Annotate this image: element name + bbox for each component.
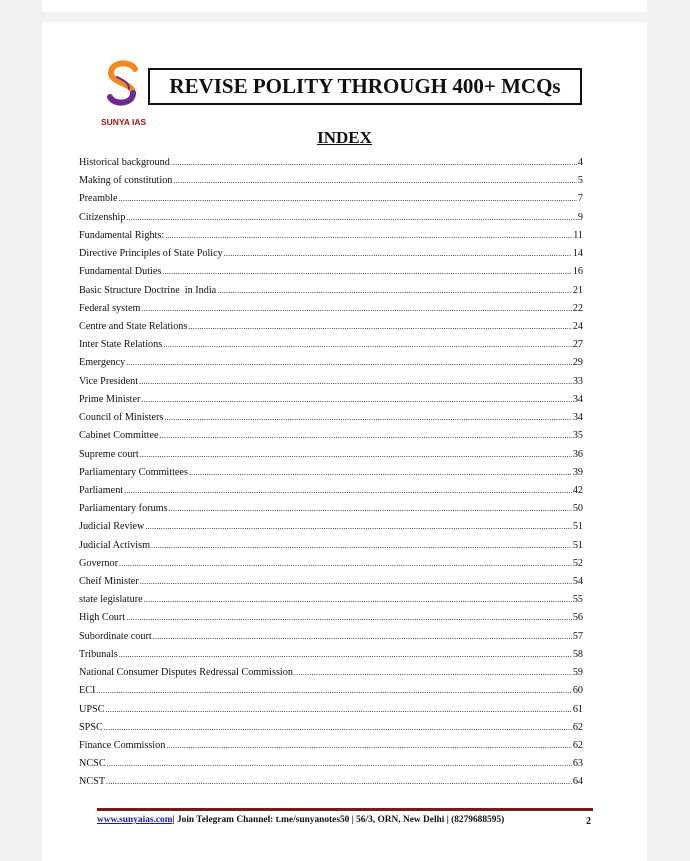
toc-entry-title: Supreme court [79, 448, 139, 460]
toc-leader-dots [104, 723, 572, 732]
toc-entry-page: 63 [572, 758, 583, 770]
toc-entry-title: Cheif Minister [79, 576, 139, 588]
toc-entry-title: Tribunals [79, 648, 118, 660]
toc-entry-page: 27 [572, 339, 583, 351]
toc-entry[interactable] [79, 430, 583, 448]
toc-entry-page: 58 [572, 648, 583, 660]
toc-entry[interactable] [79, 758, 583, 776]
toc-entry[interactable] [79, 558, 583, 576]
toc-entry-page: 35 [572, 430, 583, 442]
toc-entry[interactable] [79, 212, 583, 230]
toc-entry-page: 29 [572, 357, 583, 369]
toc-entry-title: Federal system [79, 302, 141, 314]
toc-entry-title: Centre and State Relations [79, 320, 188, 332]
toc-entry-title: Inter State Relations [79, 339, 163, 351]
toc-leader-dots [106, 777, 572, 786]
toc-entry[interactable] [79, 303, 583, 321]
toc-leader-dots [160, 431, 572, 440]
toc-entry-page: 62 [572, 721, 583, 733]
toc-entry-title: Judicial Review [79, 521, 145, 533]
sunya-ias-logo [101, 57, 149, 133]
table-of-contents [79, 157, 583, 795]
toc-leader-dots [153, 632, 572, 641]
toc-entry-title: NCST [79, 776, 106, 788]
toc-leader-dots [126, 358, 572, 367]
toc-entry-page: 59 [572, 667, 583, 679]
toc-entry[interactable] [79, 248, 583, 266]
toc-leader-dots [151, 541, 572, 550]
toc-entry-title: Vice President [79, 375, 139, 387]
toc-entry[interactable] [79, 394, 583, 412]
toc-leader-dots [119, 650, 572, 659]
toc-entry-page: 4 [577, 157, 583, 168]
toc-leader-dots [105, 705, 571, 714]
toc-leader-dots [141, 395, 571, 404]
logo-s-icon [101, 57, 149, 117]
toc-entry-page: 52 [572, 557, 583, 569]
toc-entry[interactable] [79, 667, 583, 685]
toc-entry-title: Historical background [79, 157, 170, 168]
toc-entry-title: Directive Principles of State Policy [79, 248, 223, 260]
toc-entry-page: 51 [572, 539, 583, 551]
toc-leader-dots [140, 577, 572, 586]
toc-leader-dots [294, 668, 572, 677]
toc-entry[interactable] [79, 266, 583, 284]
toc-entry[interactable] [79, 285, 583, 303]
toc-entry-title: Council of Ministers [79, 412, 164, 424]
toc-entry-page: 9 [577, 211, 583, 223]
toc-entry-page: 33 [572, 375, 583, 387]
previous-page-edge [42, 0, 647, 12]
toc-entry-page: 36 [572, 448, 583, 460]
toc-entry[interactable] [79, 357, 583, 375]
toc-leader-dots [164, 413, 571, 422]
toc-leader-dots [188, 322, 571, 331]
toc-entry-page: 55 [572, 594, 583, 606]
toc-leader-dots [141, 304, 571, 313]
toc-entry[interactable] [79, 540, 583, 558]
toc-entry[interactable] [79, 521, 583, 539]
toc-entry-title: Subordinate court [79, 630, 152, 642]
toc-leader-dots [96, 686, 571, 695]
toc-entry-page: 16 [572, 266, 583, 278]
toc-entry-title: Fundamental Duties [79, 266, 162, 278]
toc-entry-title: Cabinet Committee [79, 430, 159, 442]
toc-entry-title: Parliamentary forums [79, 503, 168, 515]
toc-entry-title: Prime Minister [79, 393, 141, 405]
toc-leader-dots [171, 158, 577, 167]
toc-entry-title: NCSC [79, 758, 106, 770]
toc-leader-dots [162, 267, 571, 276]
toc-entry-page: 7 [577, 193, 583, 205]
toc-entry-title: Basic Structure Doctrine in India [79, 284, 217, 296]
toc-entry-page: 56 [572, 612, 583, 624]
toc-leader-dots [126, 213, 577, 222]
toc-leader-dots [163, 340, 572, 349]
toc-entry-page: 22 [572, 302, 583, 314]
toc-leader-dots [173, 176, 577, 185]
toc-entry-page: 34 [572, 393, 583, 405]
toc-entry-title: state legislature [79, 594, 143, 606]
toc-entry[interactable] [79, 321, 583, 339]
toc-entry-page: 62 [572, 740, 583, 751]
toc-entry[interactable] [79, 576, 583, 594]
toc-entry[interactable] [79, 722, 583, 740]
toc-entry-page: 42 [572, 484, 583, 496]
toc-entry-page: 21 [572, 284, 583, 296]
toc-entry-title: Fundamental Rights: [79, 229, 165, 241]
toc-entry-title: SPSC [79, 721, 103, 733]
toc-entry[interactable] [79, 704, 583, 722]
toc-entry-page: 14 [572, 248, 583, 260]
footer-contact-info: | Join Telegram Channel: t.me/sunyanotes50 | 56/3, ORN, New Delhi | (8279688595) [172, 815, 505, 825]
toc-leader-dots [165, 231, 572, 240]
website-link[interactable]: www.sunyaias.com [97, 815, 173, 825]
toc-entry-page: 50 [572, 503, 583, 515]
toc-entry-page: 34 [572, 412, 583, 424]
toc-entry-title: Emergency [79, 357, 126, 369]
toc-entry-title: Parliament [79, 484, 124, 496]
toc-entry-page: 11 [573, 229, 583, 241]
toc-leader-dots [140, 450, 572, 459]
page-number: 2 [586, 816, 591, 827]
toc-entry[interactable] [79, 412, 583, 430]
toc-entry[interactable] [79, 685, 583, 703]
toc-leader-dots [139, 377, 572, 386]
index-heading: INDEX [317, 128, 372, 147]
toc-leader-dots [144, 595, 572, 604]
toc-leader-dots [118, 194, 576, 203]
toc-entry[interactable] [79, 193, 583, 211]
toc-entry-title: ECI [79, 685, 96, 697]
toc-leader-dots [224, 249, 572, 258]
toc-leader-dots [217, 286, 572, 295]
document-page [42, 22, 647, 861]
toc-entry[interactable] [79, 339, 583, 357]
footer-divider [97, 808, 593, 811]
toc-entry-page: 61 [572, 703, 583, 715]
toc-leader-dots [166, 741, 572, 750]
toc-entry-title: National Consumer Disputes Redressal Commission [79, 667, 293, 679]
toc-leader-dots [169, 504, 572, 513]
logo-text: SUNYA IAS [101, 117, 147, 127]
toc-leader-dots [189, 468, 572, 477]
toc-entry[interactable] [79, 776, 583, 794]
toc-leader-dots [107, 759, 572, 768]
toc-leader-dots [124, 486, 572, 495]
toc-entry-title: UPSC [79, 703, 105, 715]
toc-entry-page: 64 [572, 776, 583, 788]
toc-entry[interactable] [79, 485, 583, 503]
toc-entry-title: High Court [79, 612, 126, 624]
toc-entry[interactable] [79, 157, 583, 175]
toc-entry[interactable] [79, 594, 583, 612]
toc-entry[interactable] [79, 740, 583, 758]
toc-entry-page: 24 [572, 320, 583, 332]
toc-entry-page: 39 [572, 466, 583, 478]
toc-entry-page: 51 [572, 521, 583, 533]
toc-entry[interactable] [79, 467, 583, 485]
toc-entry[interactable] [79, 631, 583, 649]
toc-entry-page: 5 [577, 175, 583, 187]
toc-entry[interactable] [79, 503, 583, 521]
toc-leader-dots [119, 559, 572, 568]
document-title: REVISE POLITY THROUGH 400+ MCQs [148, 68, 582, 105]
toc-entry[interactable] [79, 449, 583, 467]
toc-entry-page: 57 [572, 630, 583, 642]
toc-entry-title: Governor [79, 557, 119, 569]
toc-entry[interactable] [79, 230, 583, 248]
toc-leader-dots [145, 522, 571, 531]
toc-entry-title: Finance Commission [79, 740, 166, 751]
toc-entry[interactable] [79, 376, 583, 394]
toc-entry[interactable] [79, 612, 583, 630]
toc-entry[interactable] [79, 649, 583, 667]
toc-entry-title: Judicial Activism [79, 539, 151, 551]
toc-entry-page: 54 [572, 576, 583, 588]
toc-entry-title: Parliamentary Committees [79, 466, 188, 478]
toc-entry-title: Citizenship [79, 211, 126, 223]
footer-text [97, 815, 593, 825]
toc-entry-title: Preamble [79, 193, 118, 205]
toc-entry-page: 60 [572, 685, 583, 697]
toc-entry[interactable] [79, 175, 583, 193]
toc-entry-title: Making of constitution [79, 175, 173, 187]
toc-leader-dots [126, 613, 572, 622]
